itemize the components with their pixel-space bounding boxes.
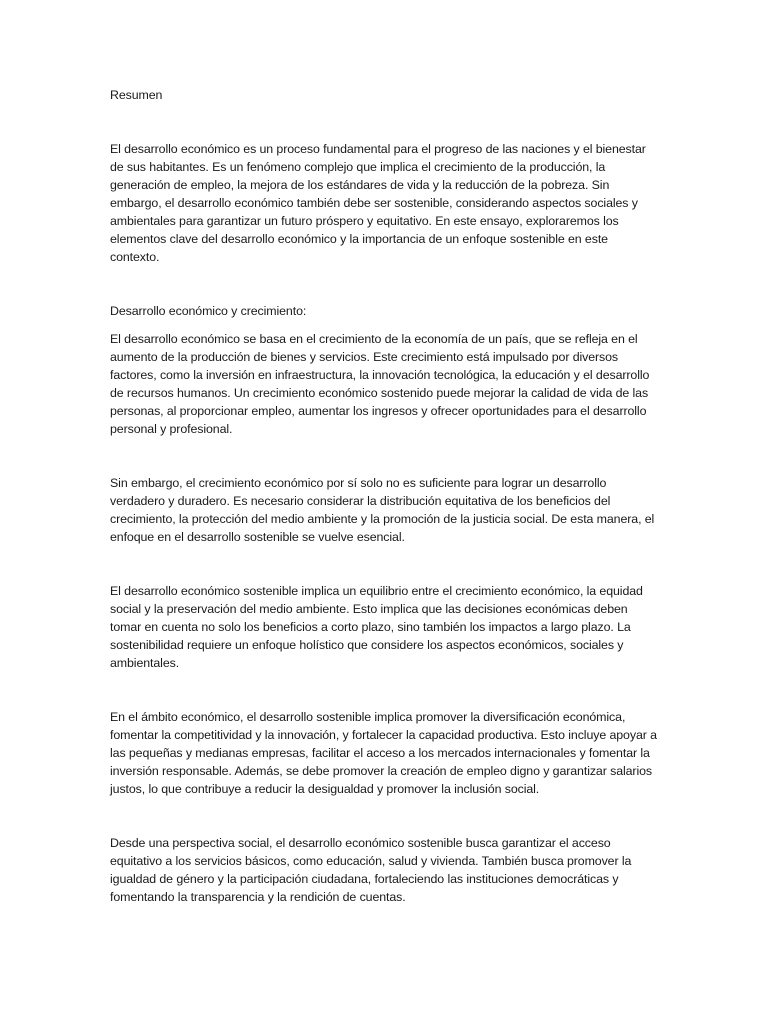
body-paragraph-4: En el ámbito económico, el desarrollo sostenible implica promover la diversificación económica, fomentar la competitividad y la innovación, y fortalecer la capacidad productiva. Esto incluye apoyar a las pequeñas y medianas empresas, facilitar el acceso a los mercados internacionales y fomentar la inversión responsable. Además, se debe promover la creación de empleo digno y garantizar salarios justos, lo que contribuye a reducir la desigualdad y promover la inclusión social. [110, 710, 657, 796]
intro-paragraph: El desarrollo económico es un proceso fundamental para el progreso de las naciones y el bienestar de sus habitantes. Es un fenómeno complejo que implica el crecimiento de la producción, la generación de empleo, la mejora de los estándares de vida y la reducción de la pobreza. Sin embargo, el desarrollo económico también debe ser sostenible, considerando aspectos sociales y ambientales para garantizar un futuro próspero y equitativo. En este ensayo, exploraremos los elementos clave del desarrollo económico y la importancia de un enfoque sostenible en este contexto. [110, 142, 646, 264]
body-paragraph-1: El desarrollo económico se basa en el crecimiento de la economía de un país, que se refleja en el aumento de la producción de bienes y servicios. Este crecimiento está impulsado por diversos factores, como la inversión en infraestructura, la innovación tecnológica, la educación y el desarrollo de recursos humanos. Un crecimiento económico sostenido puede mejorar la calidad de vida de las personas, al proporcionar empleo, aumentar los ingresos y ofrecer oportunidades para el desarrollo personal y profesional. [110, 332, 650, 436]
document-title: Resumen [110, 88, 163, 102]
body-paragraph-2: Sin embargo, el crecimiento económico por sí solo no es suficiente para lograr un desarrollo verdadero y duradero. Es necesario considerar la distribución equitativa de los beneficios del crecimiento, la protección del medio ambiente y la promoción de la justicia social. De esta manera, el enfoque en el desarrollo sostenible se vuelve esencial. [110, 476, 655, 544]
body-paragraph-5: Desde una perspectiva social, el desarrollo económico sostenible busca garantizar el acceso equitativo a los servicios básicos, como educación, salud y vivienda. También busca promover la igualdad de género y la participación ciudadana, fortaleciendo las instituciones democráticas y fomentando la transparencia y la rendición de cuentas. [110, 836, 632, 904]
document-body [110, 86, 658, 942]
section-heading: Desarrollo económico y crecimiento: [110, 304, 307, 318]
body-paragraph-3: El desarrollo económico sostenible implica un equilibrio entre el crecimiento económico, la equidad social y la preservación del medio ambiente. Esto implica que las decisiones económicas deben tomar en cuenta no solo los beneficios a corto plazo, sino también los impactos a largo plazo. La sostenibilidad requiere un enfoque holístico que considere los aspectos económicos, sociales y ambientales. [110, 584, 643, 670]
